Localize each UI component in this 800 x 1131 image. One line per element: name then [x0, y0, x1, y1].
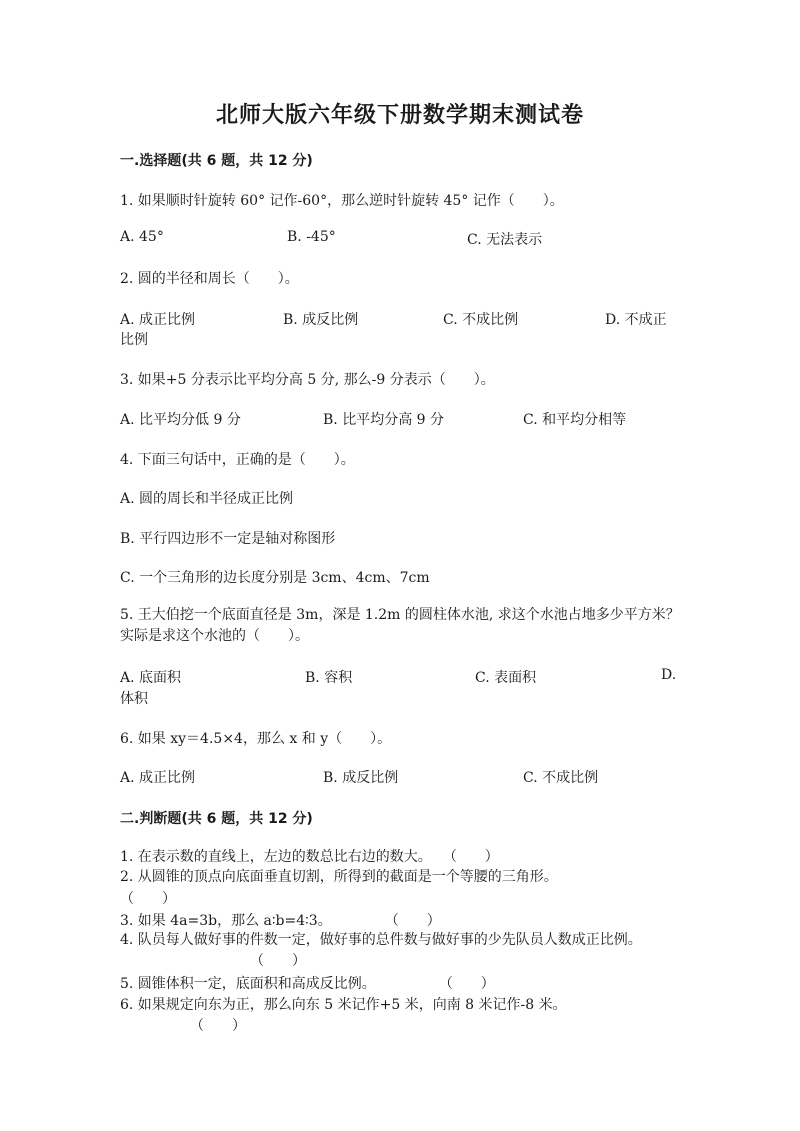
question-1-option-b: B. -45°	[287, 229, 336, 245]
question-1-option-c: C. 无法表示	[467, 232, 543, 248]
question-5-option-b: B. 容积	[305, 670, 353, 686]
answer-blank: （ ）	[445, 976, 495, 992]
question-3-option-b: B. 比平均分高 9 分	[323, 412, 444, 428]
section-heading-choice: 一.选择题(共 6 题，共 12 分)	[120, 153, 313, 169]
question-4-option-c: C. 一个三角形的边长度分别是 3cm、4cm、7cm	[120, 570, 430, 586]
question-2-option-a: A. 成正比例	[120, 312, 196, 328]
answer-blank: （ ）	[449, 849, 499, 865]
question-6-stem: 6. 如果 xy＝4.5×4，那么 x 和 y（ ）。	[120, 731, 392, 747]
judgement-item-1-text: 1. 在表示数的直线上，左边的数总比右边的数大。	[120, 849, 432, 865]
question-1-stem: 1. 如果顺时针旋转 60° 记作-60°，那么逆时针旋转 45° 记作（ ）。	[120, 193, 564, 209]
judgement-item-5-text: 5. 圆锥体积一定，底面积和高成反比例。	[120, 976, 376, 992]
question-2-option-c: C. 不成比例	[443, 312, 519, 328]
question-4-option-b: B. 平行四边形不一定是轴对称图形	[120, 531, 336, 547]
question-4-option-a: A. 圆的周长和半径成正比例	[120, 491, 294, 507]
answer-blank: （ ）	[250, 953, 306, 969]
question-3-option-c: C. 和平均分相等	[523, 412, 627, 428]
judgement-item-5	[120, 973, 495, 993]
question-2-option-d-continued: 比例	[120, 332, 148, 348]
question-5-option-d-continued: 体积	[120, 691, 148, 707]
question-1-option-a: A. 45°	[120, 229, 164, 245]
question-5-option-d: D.	[661, 667, 677, 683]
answer-blank: （ ）	[190, 1018, 246, 1034]
question-5-option-c: C. 表面积	[475, 670, 537, 686]
question-6-option-c: C. 不成比例	[523, 770, 599, 786]
question-2-option-b: B. 成反比例	[283, 312, 359, 328]
answer-blank: （ ）	[120, 891, 176, 907]
question-5-stem: 5. 王大伯挖一个底面直径是 3m，深是 1.2m 的圆柱体水池, 求这个水池占地多少平方米？实际是求这个水池的（ ）。	[120, 607, 680, 644]
page-title: 北师大版六年级下册数学期末测试卷	[215, 103, 584, 128]
judgement-item-4: 4. 队员每人做好事的件数一定，做好事的总件数与做好事的少先队员人数成正比例。	[120, 932, 642, 948]
section-heading-judgement: 二.判断题(共 6 题，共 12 分)	[120, 811, 313, 827]
question-3-stem: 3. 如果+5 分表示比平均分高 5 分, 那么-9 分表示（ ）。	[120, 372, 495, 388]
answer-blank: （ ）	[391, 913, 441, 929]
question-2-option-d: D. 不成正	[605, 312, 667, 328]
question-3-option-a: A. 比平均分低 9 分	[120, 412, 241, 428]
question-6-option-a: A. 成正比例	[120, 770, 196, 786]
question-2-stem: 2. 圆的半径和周长（ ）。	[120, 271, 299, 287]
question-6-option-b: B. 成反比例	[323, 770, 399, 786]
judgement-item-2: 2. 从圆锥的顶点向底面垂直切割，所得到的截面是一个等腰的三角形。	[120, 869, 558, 885]
question-4-stem: 4. 下面三句话中，正确的是（ ）。	[120, 452, 355, 468]
judgement-item-6: 6. 如果规定向东为正，那么向东 5 米记作+5 米，向南 8 米记作-8 米。	[120, 997, 567, 1013]
question-5-option-a: A. 底面积	[120, 670, 182, 686]
judgement-item-3	[120, 910, 441, 930]
judgement-item-1	[120, 846, 499, 866]
judgement-item-3-text: 3. 如果 4a=3b，那么 a∶b=4∶3。	[120, 913, 332, 929]
